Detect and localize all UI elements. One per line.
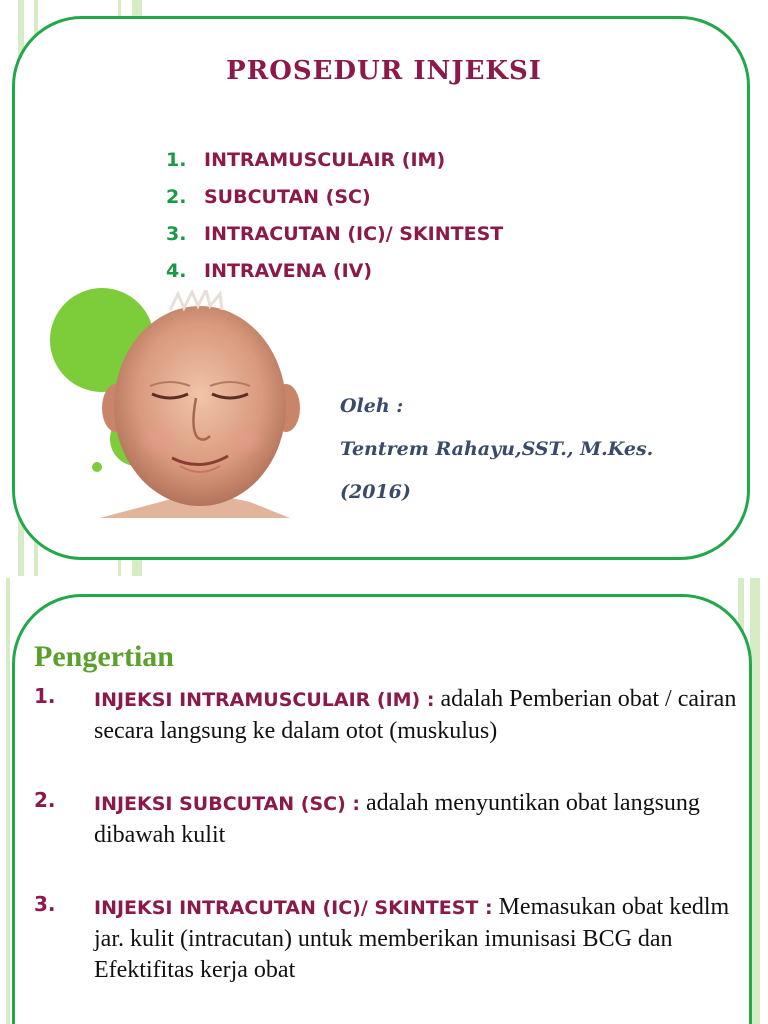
definition-term: INJEKSI INTRAMUSCULAIR (IM) : — [94, 689, 435, 711]
definition-text: adalah menyuntikan obat langsung dibawah kulit — [94, 790, 700, 848]
list-item: 1. INTRAMUSCULAIR (IM) — [166, 149, 446, 171]
definition-item: 1. INJEKSI INTRAMUSCULAIR (IM) : adalah Pemberian obat / cairan secara langsung ke dalam otot (muskulus) — [34, 684, 737, 744]
section-heading: Pengertian — [34, 640, 174, 673]
procedure-list — [166, 145, 503, 293]
list-item: 4. INTRAVENA (IV) — [166, 260, 373, 282]
definition-text: adalah Pemberian obat / cairan secara langsung ke dalam otot (muskulus) — [94, 686, 737, 744]
author-block — [340, 385, 653, 514]
baby-face-image — [100, 290, 300, 518]
decorative-stripe — [6, 578, 10, 1024]
author-name: Tentrem Rahayu,SST., M.Kes. — [340, 438, 654, 460]
author-year: (2016) — [340, 481, 411, 503]
list-item: 2. SUBCUTAN (SC) — [166, 186, 371, 208]
definition-item: 2. INJEKSI SUBCUTAN (SC) : adalah menyuntikan obat langsung dibawah kulit — [34, 788, 700, 848]
slide-title: PROSEDUR INJEKSI — [226, 56, 542, 86]
definition-item: 3. INJEKSI INTRACUTAN (IC)/ SKINTEST : Memasukan obat kedlm jar. kulit (intracutan) untuk memberikan imunisasi BCG dan Efektifitas kerja obat — [34, 892, 730, 983]
definition-term: INJEKSI INTRACUTAN (IC)/ SKINTEST : — [94, 897, 493, 919]
definition-text: Memasukan obat kedlm jar. kulit (intracutan) untuk memberikan imunisasi BCG dan Efektifitas kerja obat — [94, 894, 730, 983]
author-prefix: Oleh : — [340, 395, 404, 417]
definition-term: INJEKSI SUBCUTAN (SC) : — [94, 793, 360, 815]
list-item: 3. INTRACUTAN (IC)/ SKINTEST — [166, 223, 504, 245]
slide-2 — [0, 578, 768, 1024]
